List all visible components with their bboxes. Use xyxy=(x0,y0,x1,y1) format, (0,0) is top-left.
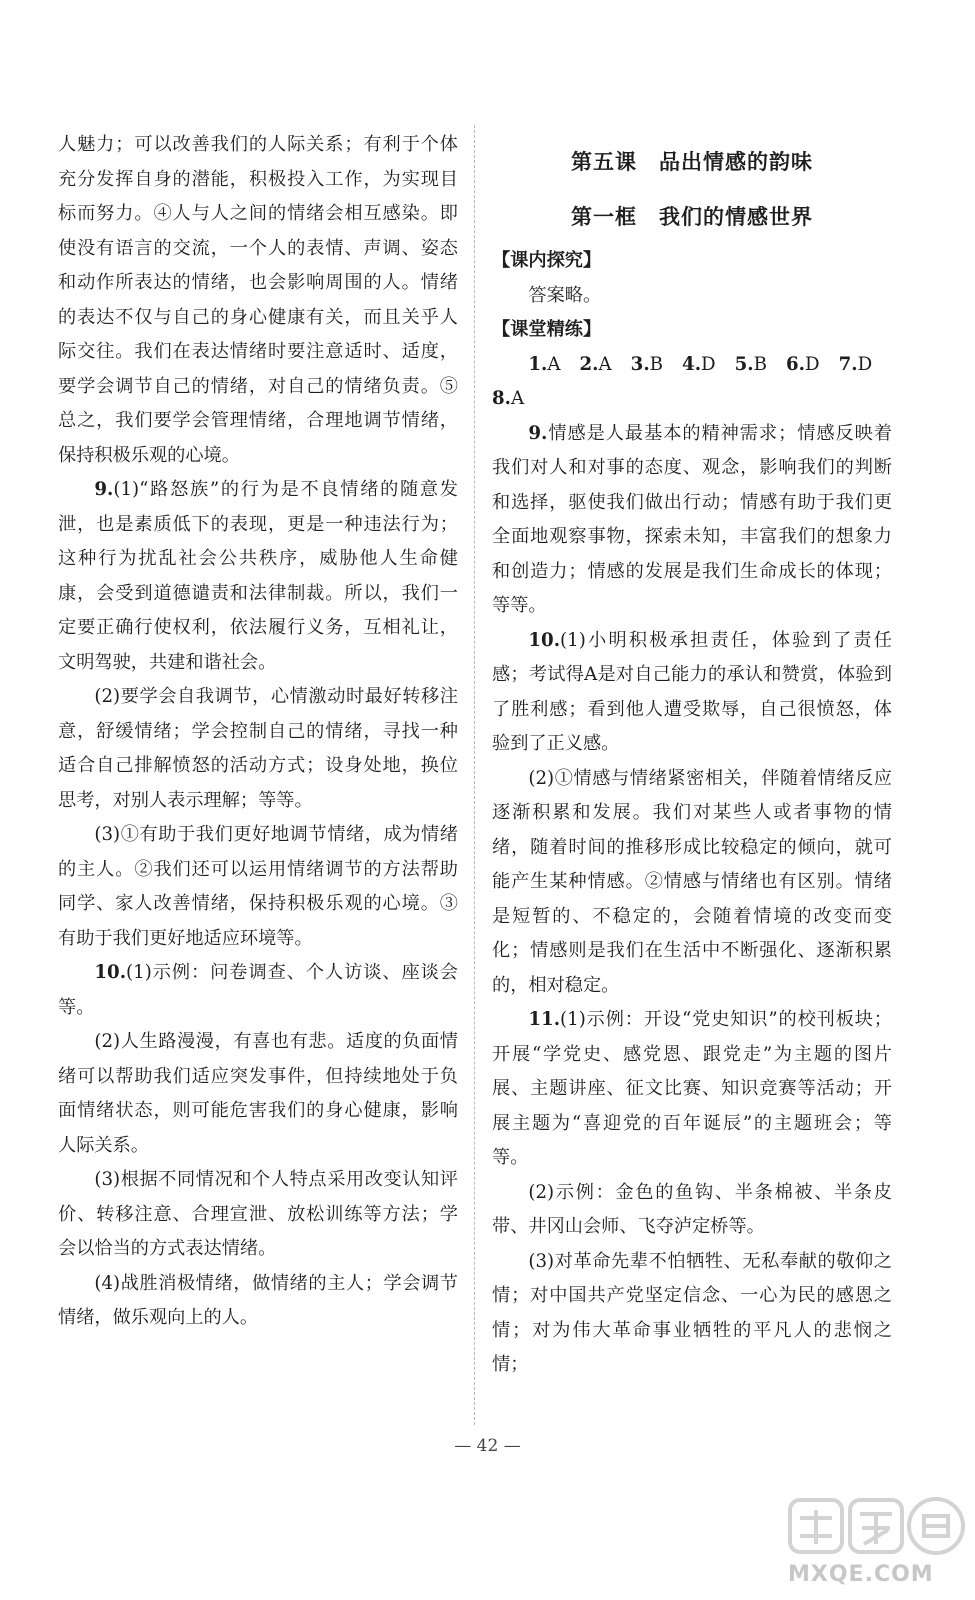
choice-answer: A xyxy=(598,353,612,375)
choice-number: 5. xyxy=(734,353,754,375)
paragraph: 人魅力；可以改善我们的人际关系；有利于个体充分发挥自身的潜能，积极投入工作，为实现目标而努力。④人与人之间的情绪会相互感染。即使没有语言的交流，一个人的表情、声调、姿态和动作所表达的情绪，也会影响周围的人。情绪的表达不仅与自己的身心健康有关，而且关乎人际交往。我们在表达情绪时要注意适时、适度，要学会调节自己的情绪，对自己的情绪负责。⑤总之，我们要学会管理情绪，合理地调节情绪，保持积极乐观的心境。 xyxy=(58,134,458,466)
section-heading-explore: 【课内探究】 xyxy=(492,250,602,271)
question-number: 11. xyxy=(528,1009,561,1030)
watermark-logo xyxy=(788,1494,968,1594)
choice-number: 1. xyxy=(528,353,548,375)
choice-item xyxy=(682,348,716,383)
choice-item xyxy=(580,348,612,383)
paragraph: (3)①有助于我们更好地调节情绪，成为情绪的主人。②我们还可以运用情绪调节的方法帮助同学、家人改善情绪，保持积极乐观的心境。③有助于我们更好地适应环境等。 xyxy=(58,824,458,949)
choice-item xyxy=(528,348,560,383)
question-number: 10. xyxy=(528,629,561,651)
choice-answer: D xyxy=(857,353,873,375)
choice-answer: D xyxy=(701,353,716,375)
answer-text: (1)示例：问卷调查、个人访谈、座谈会等。 xyxy=(58,962,458,1018)
choice-item xyxy=(839,348,873,383)
question-number: 10. xyxy=(94,962,127,983)
paragraph: (2)示例：金色的鱼钩、半条棉被、半条皮带、井冈山会师、飞夺泸定桥等。 xyxy=(492,1181,892,1237)
paragraph: (2)要学会自我调节，心情激动时最好转移注意，舒缓情绪；学会控制自己的情绪，寻找一种适合自己排解愤怒的活动方式；设身处地，换位思考，对别人表示理解；等等。 xyxy=(58,686,458,811)
choice-answer: D xyxy=(805,353,820,375)
choice-number: 8. xyxy=(492,388,511,409)
choice-number: 7. xyxy=(838,353,858,375)
question-number: 9. xyxy=(528,422,548,444)
paragraph: (3)根据不同情况和个人特点采用改变认知评价、转移注意、合理宣泄、放松训练等方法；学会以恰当的方式表达情绪。 xyxy=(58,1169,458,1259)
column-divider xyxy=(474,125,475,1425)
paragraph: (4)战胜消极情绪，做情绪的主人；学会调节情绪，做乐观向上的人。 xyxy=(58,1272,458,1328)
question-10 xyxy=(492,624,892,762)
choice-answer: A xyxy=(547,353,561,375)
choice-answer: B xyxy=(649,353,664,375)
choice-number: 3. xyxy=(630,353,650,375)
choice-item xyxy=(735,348,767,383)
right-column xyxy=(492,128,892,1383)
answer-text: (1)小明积极承担责任，体验到了责任感；考试得A是对自己能力的承认和赞赏，体验到了胜利感；看到他人遭受欺辱，自己很愤怒，体验到了正义感。 xyxy=(492,629,892,754)
question-9 xyxy=(58,473,458,680)
question-number: 9. xyxy=(94,479,114,500)
left-column xyxy=(58,128,458,1336)
choice-answer: B xyxy=(753,353,768,375)
lesson-title: 第五课 品出情感的韵味 xyxy=(571,150,813,174)
answer-text: 情感是人最基本的精神需求；情感反映着我们对人和对事的态度、观念，影响我们的判断和选择，驱使我们做出行动；情感有助于我们更全面地观察事物，探索未知，丰富我们的想象力和创造力；情感的发展是我们生命成长的体现；等等。 xyxy=(492,422,892,616)
explore-answer: 答案略。 xyxy=(528,284,602,306)
answer-text: (1)“路怒族”的行为是不良情绪的随意发泄，也是素质低下的表现，更是一种违法行为；这种行为扰乱社会公共秩序，威胁他人生命健康，会受到道德谴责和法律制裁。所以，我们一定要正确行使权利，依法履行义务，互相礼让，文明驾驶，共建和谐社会。 xyxy=(58,479,458,673)
choice-answer: A xyxy=(511,388,525,409)
choice-number: 4. xyxy=(682,353,702,375)
frame-title: 第一框 我们的情感世界 xyxy=(571,205,813,229)
watermark-text: MXQE.COM xyxy=(788,1562,934,1587)
choice-item xyxy=(786,348,820,383)
answer-text: (1)示例：开设“党史知识”的校刊板块；开展“学党史、感党恩、跟党走”为主题的图片展、主题讲座、征文比赛、知识竞赛等活动；开展主题为“喜迎党的百年诞辰”的主题班会；等等。 xyxy=(492,1009,892,1168)
choice-answers xyxy=(492,348,892,417)
question-11 xyxy=(492,1003,892,1176)
paragraph: (2)人生路漫漫，有喜也有悲。适度的负面情绪可以帮助我们适应突发事件，但持续地处于负面情绪状态，则可能危害我们的身心健康，影响人际关系。 xyxy=(58,1031,458,1156)
section-heading-practice: 【课堂精练】 xyxy=(492,319,602,340)
question-9 xyxy=(492,417,892,624)
choice-number: 2. xyxy=(579,353,599,375)
question-10 xyxy=(58,956,458,1025)
choice-item xyxy=(631,348,663,383)
paragraph: (2)①情感与情绪紧密相关，伴随着情绪反应逐渐积累和发展。我们对某些人或者事物的情绪，随着时间的推移形成比较稳定的倾向，就可能产生某种情感。②情感与情绪也有区别。情绪是短暂的、不稳定的，会随着情境的改变而变化；情感则是我们在生活中不断强化、逐渐积累的，相对稳定。 xyxy=(492,767,892,996)
choice-number: 6. xyxy=(786,353,806,375)
paragraph: (3)对革命先辈不怕牺牲、无私奉献的敬仰之情；对中国共产党坚定信念、一心为民的感恩之情；对为伟大革命事业牺牲的平凡人的悲悯之情； xyxy=(492,1250,892,1375)
choice-item xyxy=(492,382,524,417)
watermark-logo-icon xyxy=(788,1494,968,1560)
page-number: — 42 — xyxy=(454,1436,521,1456)
